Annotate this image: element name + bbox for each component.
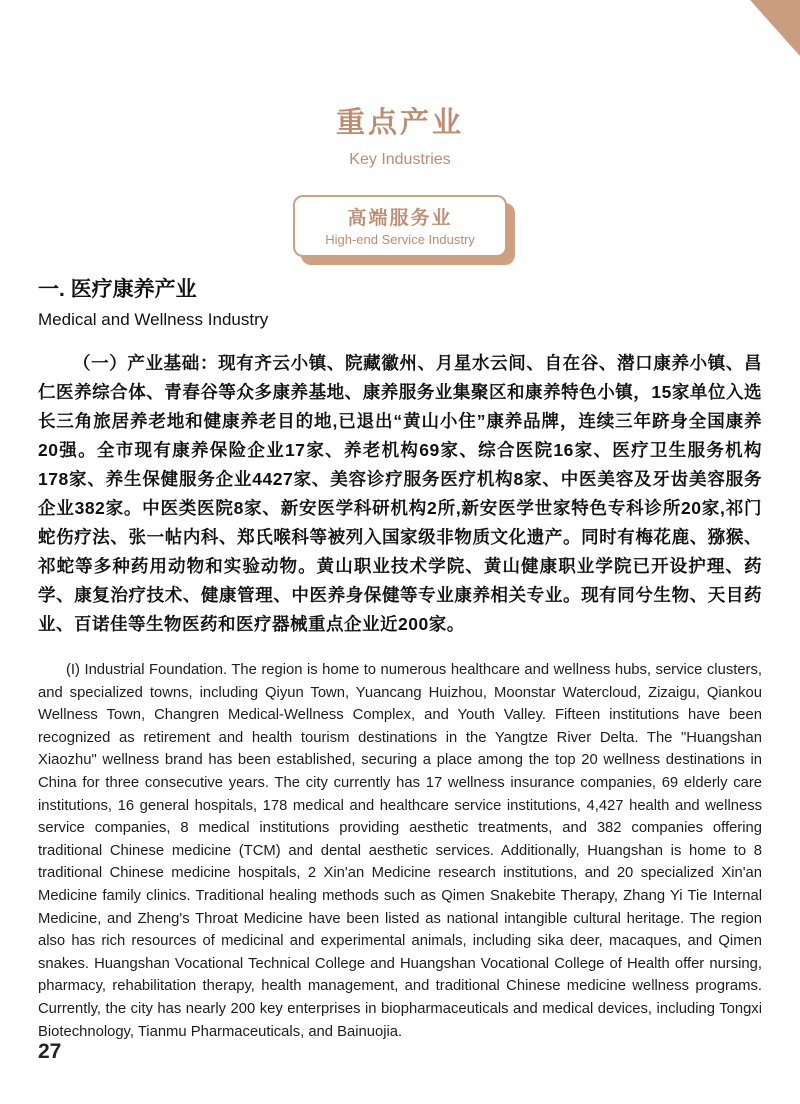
category-tag (293, 195, 507, 257)
page-title-english: Key Industries (349, 151, 451, 168)
section-heading-english: Medical and Wellness Industry (38, 310, 269, 329)
section-medical-wellness (38, 273, 762, 1043)
category-tag-container (0, 195, 800, 257)
paragraph-english: (I) Industrial Foundation. The region is home to numerous healthcare and wellness hubs, service clusters, and specialized towns, including Qiyun Town, Yuancang Huizhou, Moonstar Watercloud, Zizaigu, Qiankou Wellness Town, Changren Medical-Wellness Complex, and Youth Valley. Fifteen institutions have been recognized as retirement and health tourism destinations in the Yangtze River Delta. The "Huangshan Xiaozhu" wellness brand has been established, securing a place among the top 20 wellness destinations in China for three consecutive years. The city currently has 17 wellness insurance companies, 69 elderly care institutions, 16 general hospitals, 178 medical and healthcare service institutions, 4,427 health and wellness service companies, 8 medical institutions providing aesthetic treatments, and 382 companies offering traditional Chinese medicine (TCM) and dental aesthetic services. Additionally, Huangshan is home to 8 traditional Chinese medicine hospitals, 2 Xin'an Medicine research institutions, and 20 specialized Xin'an Medicine family clinics. Traditional healing methods such as Qimen Snakebite Therapy, Zhang Yi Tie Internal Medicine, and Zheng's Throat Medicine have been listed as national intangible cultural heritage. The region also has rich resources of medicinal and experimental animals, including sika deer, macaques, and Qimen snakes. Huangshan Vocational Technical College and Huangshan Vocational College of Health offer nursing, pharmacy, rehabilitation therapy, health management, and traditional Chinese medicine wellness programs. Currently, the city has nearly 200 key enterprises in biopharmaceuticals and medical devices, including Tongxi Biotechnology, Tianmu Pharmaceuticals, and Bainuojia. (38, 662, 762, 1040)
page-title-chinese: 重点产业 (335, 107, 464, 139)
page-header (0, 0, 800, 169)
category-tag-label-chinese: 高端服务业 (347, 208, 453, 229)
category-tag-label-english: High-end Service Industry (325, 232, 475, 247)
corner-decoration (750, 0, 800, 56)
page-number: 27 (38, 1040, 62, 1063)
section-heading-chinese: 一. 医疗康养产业 (38, 278, 197, 301)
paragraph-chinese: （一）产业基础：现有齐云小镇、院藏徽州、月星水云间、自在谷、潜口康养小镇、昌仁医养综合体、青春谷等众多康养基地、康养服务业集聚区和康养特色小镇，15家单位入选长三角旅居养老地和健康养老目的地,已退出“黄山小住”康养品牌，连续三年跻身全国康养20强。全市现有康养保险企业17家、养老机构69家、综合医院16家、医疗卫生服务机构178家、养生保健服务企业4427家、美容诊疗服务医疗机构8家、中医美容及牙齿美容服务企业382家。中医类医院8家、新安医学科研机构2所,新安医学世家特色专科诊所20家,祁门蛇伤疗法、张一帖内科、郑氏喉科等被列入国家级非物质文化遗产。同时有梅花鹿、猕猴、祁蛇等多种药用动物和实验动物。黄山职业技术学院、黄山健康职业学院已开设护理、药学、康复治疗技术、健康管理、中医养身保健等专业康养相关专业。现有同兮生物、天目药业、百诺佳等生物医药和医疗器械重点企业近200家。 (38, 353, 762, 634)
